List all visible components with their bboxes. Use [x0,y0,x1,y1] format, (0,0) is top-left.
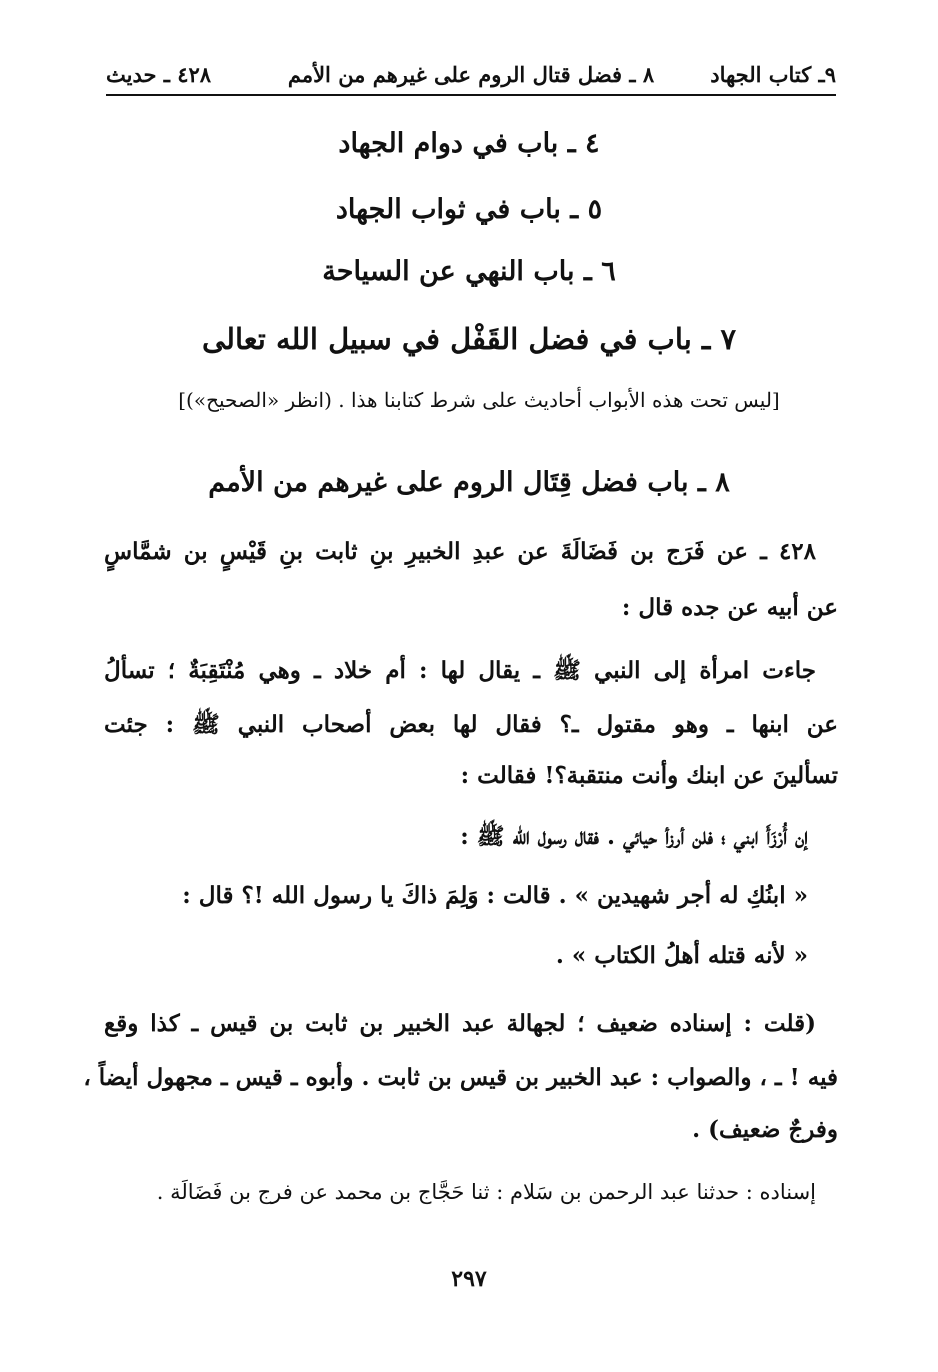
header-chapter-title: ٨ ـ فضل قتال الروم على غيرهم من الأمم [287,62,655,87]
chapter-heading-5: ٥ ـ باب في ثواب الجهاد [335,194,603,225]
commentary-line: وفرجٌ ضعيف) . [692,1116,838,1143]
chapter-heading-8: ٨ ـ باب فضل قِتَال الروم على غيرهم من الأمم [208,467,730,498]
running-header [106,56,836,96]
hadith-text-line: « لأنه قتله أهلُ الكتاب » . [555,942,808,969]
hadith-text-line: تسألينَ عن ابنك وأنت منتقبة؟! فقالت : [460,762,838,789]
commentary-line: فيه ! ـ ، والصواب : عبد الخبير بن قيس بن ثابت . وأبوه ـ قيس ـ مجهول أيضاً ، [83,1064,838,1091]
hadith-text-line: « ابنُكِ له أجر شهيدين » . قالت : وَلِمَ ذاكَ يا رسول الله !؟ قال : [182,882,808,909]
hadith-text-line: جاءت امرأة إلى النبي ﷺ ـ يقال لها : أم خلاد ـ وهي مُنْتَقِبَةٌ ؛ تسألُ [104,657,816,684]
page-number: ٢٩٧ [451,1266,487,1292]
header-book-title: ٩ـ كتاب الجهاد [710,62,836,87]
commentary-line: (قلت : إسناده ضعيف ؛ لجهالة عبد الخبير بن ثابت بن قيس ـ كذا وقع [104,1010,816,1037]
isnad-line: إسناده : حدثنا عبد الرحمن بن سَلام : ثنا حَجَّاج بن محمد عن فرج بن فَضَالَة . [156,1180,816,1204]
header-hadith-ref: ٤٢٨ ـ حديث [106,62,212,87]
chapter-heading-6: ٦ ـ باب النهي عن السياحة [322,256,616,287]
editorial-note: [ليس تحت هذه الأبواب أحاديث على شرط كتابنا هذا . (انظر «الصحيح»)] [178,388,780,412]
hadith-text-line: عن ابنها ـ وهو مقتول ـ؟ فقال لها بعض أصحاب النبي ﷺ : جئت [104,711,838,738]
chapter-heading-4: ٤ ـ باب في دوام الجهاد [338,128,600,159]
hadith-text-line: إن أُرْزَأَ ابني ؛ فلن أرزأ حيائي . فقال رسول الله ﷺ : [460,823,808,850]
hadith-chain-line: ٤٢٨ ـ عن فَرَج بن فَضَالَةَ عن عبدِ الخبيرِ بنِ ثابت بنِ قَيْسٍ بن شمَّاسٍ [104,538,816,565]
hadith-chain-line: عن أبيه عن جده قال : [621,594,838,621]
chapter-heading-7: ٧ ـ باب في فضل القَفْل في سبيل الله تعالى [201,322,737,356]
